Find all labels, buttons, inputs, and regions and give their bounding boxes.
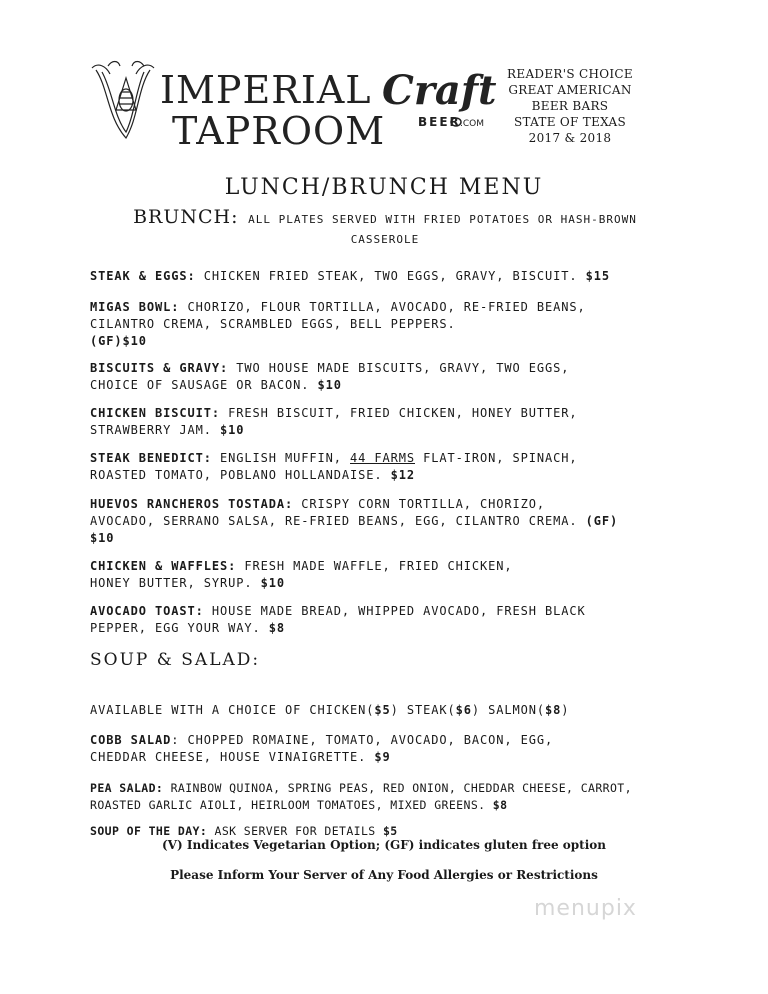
item-name: SOUP OF THE DAY:	[90, 824, 208, 838]
allergy-note: Please Inform Your Server of Any Food Allergies or Restrictions	[170, 868, 598, 882]
item-desc: CHORIZO, FLOUR TORTILLA, AVOCADO, RE-FRIED BEANS, CILANTRO CREMA, SCRAMBLED EGGS, BELL PEPPERS.	[90, 300, 586, 331]
item-price: (GF) $10	[90, 514, 619, 545]
item-name: PEA SALAD:	[90, 781, 164, 795]
menu-item-chicken-biscuit	[90, 388, 675, 439]
item-desc: TWO HOUSE MADE BISCUITS, GRAVY, TWO EGGS, CHOICE OF SAUSAGE OR BACON.	[90, 361, 570, 392]
addon-text: ) STEAK(	[390, 703, 456, 717]
imperial-taproom-logo	[88, 58, 386, 158]
item-price: $8	[492, 798, 508, 812]
44-farms-link[interactable]: 44 FARMS	[350, 451, 415, 465]
item-name: STEAK & EGGS:	[90, 269, 196, 283]
item-name: BISCUITS & GRAVY:	[90, 361, 229, 375]
item-desc: HOUSE MADE BREAD, WHIPPED AVOCADO, FRESH BLACK PEPPER, EGG YOUR WAY.	[90, 604, 586, 635]
award-line: 2017 & 2018	[528, 131, 612, 145]
item-name: CHICKEN BISCUIT:	[90, 406, 220, 420]
item-desc: CHICKEN FRIED STEAK, TWO EGGS, GRAVY, BISCUIT.	[195, 269, 586, 283]
menu-item-soup-of-the-day	[90, 806, 675, 840]
award-line: STATE OF TEXAS	[513, 115, 627, 129]
award-line: GREAT AMERICAN	[508, 83, 632, 97]
addon-price-steak: $6	[455, 703, 472, 717]
item-desc: ENGLISH MUFFIN,	[211, 451, 350, 465]
craft-text: Craft	[382, 67, 497, 114]
addon-text: AVAILABLE WITH A CHOICE OF CHICKEN(	[90, 703, 375, 717]
item-price: $10	[260, 576, 285, 590]
item-name: STEAK BENEDICT:	[90, 451, 212, 465]
award-block	[500, 66, 640, 146]
item-price: (GF)$10	[90, 334, 147, 348]
brunch-heading-block	[90, 206, 680, 247]
item-price: $12	[390, 468, 415, 482]
item-desc: FRESH BISCUIT, FRIED CHICKEN, HONEY BUTTER, STRAWBERRY JAM.	[90, 406, 578, 437]
item-price: $9	[374, 750, 391, 764]
award-line: BEER BARS	[531, 99, 609, 113]
dotcom-text: .COM	[460, 119, 484, 129]
item-price: $8	[268, 621, 285, 635]
item-price: $10	[317, 378, 342, 392]
item-name: CHICKEN & WAFFLES:	[90, 559, 237, 573]
item-desc: ASK SERVER FOR DETAILS	[207, 824, 383, 838]
addon-price-chicken: $5	[374, 703, 391, 717]
beer-text: BEER	[418, 115, 461, 129]
item-name: MIGAS BOWL:	[90, 300, 180, 314]
menu-item-steak-benedict	[90, 433, 675, 484]
menu-item-steak-eggs	[90, 251, 675, 285]
item-desc: RAINBOW QUINOA, SPRING PEAS, RED ONION, CHEDDAR CHEESE, CARROT, ROASTED GARLIC AIOLI, HEIRLOOM TOMATOES, MIXED GREENS.	[90, 781, 632, 812]
item-name: AVOCADO TOAST:	[90, 604, 204, 618]
soup-salad-heading: SOUP & SALAD:	[90, 650, 261, 670]
item-name: COBB SALAD	[90, 733, 172, 747]
menu-item-chicken-waffles	[90, 541, 675, 592]
craftbeer-logo	[378, 64, 496, 134]
item-price: $10	[220, 423, 245, 437]
addon-text: )	[561, 703, 570, 717]
brunch-subtitle: ALL PLATES SERVED WITH FRIED POTATOES OR HASH-BROWN	[248, 213, 637, 226]
menu-item-migas-bowl	[90, 282, 675, 350]
item-price: $5	[382, 824, 398, 838]
item-desc: : CHOPPED ROMAINE, TOMATO, AVOCADO, BACON, EGG, CHEDDAR CHEESE, HOUSE VINAIGRETTE.	[90, 733, 554, 764]
addon-text: ) SALMON(	[471, 703, 545, 717]
addon-price-salmon: $8	[545, 703, 562, 717]
item-desc: FRESH MADE WAFFLE, FRIED CHICKEN, HONEY BUTTER, SYRUP.	[90, 559, 513, 590]
vegetarian-note: (V) Indicates Vegetarian Option; (GF) indicates gluten free option	[162, 838, 606, 852]
menu-title: LUNCH/BRUNCH MENU	[224, 175, 544, 200]
logo-imperial-text: IMPERIAL	[160, 68, 372, 112]
item-price: $15	[585, 269, 610, 283]
protein-addon-line	[90, 685, 675, 719]
menu-item-huevos-rancheros	[90, 479, 675, 547]
award-line: READER'S CHOICE	[507, 67, 633, 81]
brunch-heading: BRUNCH:	[133, 206, 239, 228]
brunch-subtitle-2: CASSEROLE	[350, 233, 420, 246]
menu-item-avocado-toast	[90, 586, 675, 637]
item-name: HUEVOS RANCHEROS TOSTADA:	[90, 497, 294, 511]
item-desc-2: FLAT-IRON, SPINACH, ROASTED TOMATO, POBLANO HOLLANDAISE.	[90, 451, 578, 482]
item-desc: CRISPY CORN TORTILLA, CHORIZO, AVOCADO, SERRANO SALSA, RE-FRIED BEANS, EGG, CILANTRO CREMA.	[90, 497, 578, 528]
menu-item-cobb-salad	[90, 715, 675, 766]
menu-item-biscuits-gravy	[90, 343, 675, 394]
logo-taproom-text: TAPROOM	[172, 109, 386, 153]
menupix-watermark: menupix	[534, 896, 637, 921]
